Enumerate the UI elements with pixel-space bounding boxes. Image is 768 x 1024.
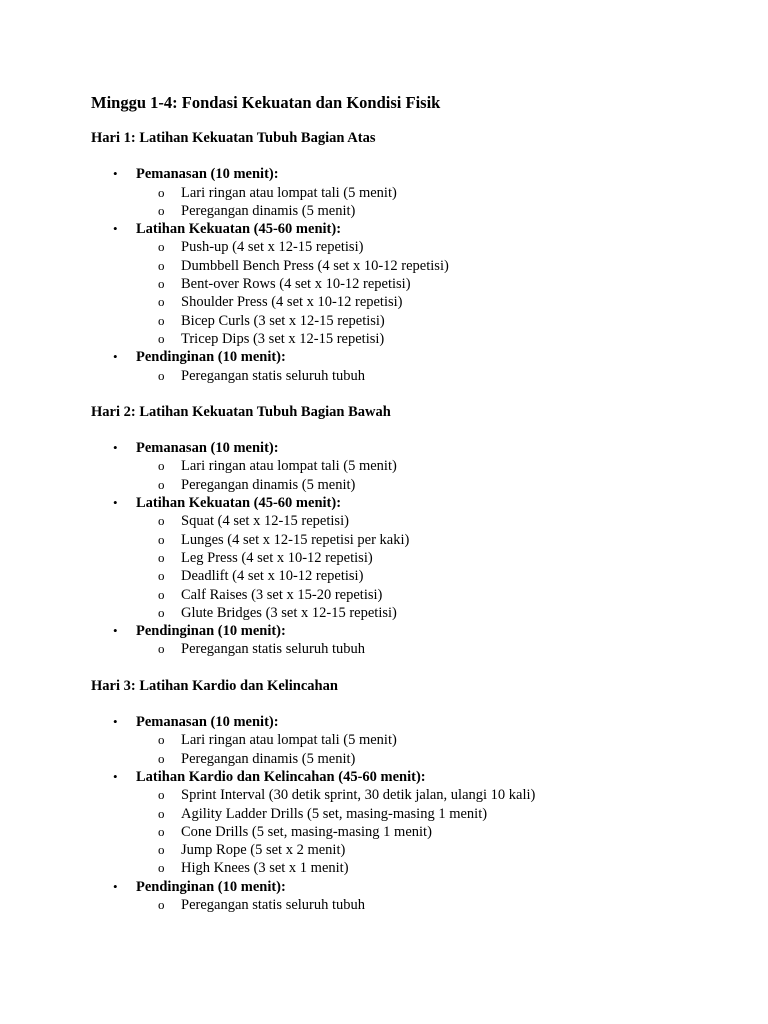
section-title: Latihan Kekuatan (45-60 menit):: [136, 495, 342, 512]
exercise-text: Calf Raises (3 set x 15-20 repetisi): [181, 586, 383, 603]
document-title: Minggu 1-4: Fondasi Kekuatan dan Kondisi Fisik: [91, 93, 441, 112]
exercise-item: [136, 549, 731, 567]
circle-bullet-icon: o: [158, 476, 165, 492]
section-title: Latihan Kekuatan (45-60 menit):: [136, 221, 342, 238]
exercise-item: [136, 293, 731, 311]
exercise-item: [136, 457, 731, 475]
exercise-item: [136, 859, 731, 877]
day-heading: Hari 1: Latihan Kekuatan Tubuh Bagian Atas: [91, 130, 376, 146]
exercise-item: [136, 896, 731, 914]
section-title: Pemanasan (10 menit):: [136, 166, 279, 183]
bullet-icon: •: [113, 714, 118, 730]
exercise-item: [136, 805, 731, 823]
section-item: [91, 439, 731, 494]
circle-bullet-icon: o: [158, 787, 165, 803]
exercise-text: Peregangan dinamis (5 menit): [181, 750, 356, 767]
exercise-list: [136, 786, 731, 877]
section-item: [91, 713, 731, 768]
exercise-item: [136, 184, 731, 202]
circle-bullet-icon: o: [158, 276, 165, 292]
section-list: [91, 439, 731, 659]
circle-bullet-icon: o: [158, 184, 165, 200]
section-item: [91, 494, 731, 622]
exercise-item: [136, 823, 731, 841]
section-item: [91, 768, 731, 878]
circle-bullet-icon: o: [158, 805, 165, 821]
exercise-item: [136, 275, 731, 293]
exercise-item: [136, 312, 731, 330]
circle-bullet-icon: o: [158, 239, 165, 255]
circle-bullet-icon: o: [158, 312, 165, 328]
circle-bullet-icon: o: [158, 531, 165, 547]
section-title: Pendinginan (10 menit):: [136, 878, 286, 895]
day-block: [91, 129, 731, 385]
circle-bullet-icon: o: [158, 367, 165, 383]
exercise-text: Squat (4 set x 12-15 repetisi): [181, 513, 349, 530]
exercise-text: Jump Rope (5 set x 2 menit): [181, 842, 346, 859]
exercise-item: [136, 750, 731, 768]
bullet-icon: •: [113, 623, 118, 639]
circle-bullet-icon: o: [158, 513, 165, 529]
day-block: [91, 403, 731, 659]
document-content: [91, 92, 731, 932]
exercise-list: [136, 731, 731, 768]
section-title: Pendinginan (10 menit):: [136, 349, 286, 366]
exercise-item: [136, 604, 731, 622]
exercise-item: [136, 330, 731, 348]
section-list: [91, 165, 731, 385]
exercise-text: Peregangan statis seluruh tubuh: [181, 641, 366, 658]
circle-bullet-icon: o: [158, 294, 165, 310]
bullet-icon: •: [113, 221, 118, 237]
exercise-text: Lari ringan atau lompat tali (5 menit): [181, 732, 397, 749]
circle-bullet-icon: o: [158, 860, 165, 876]
exercise-list: [136, 457, 731, 494]
bullet-icon: •: [113, 878, 118, 894]
exercise-list: [136, 512, 731, 622]
exercise-item: [136, 841, 731, 859]
exercise-text: Lari ringan atau lompat tali (5 menit): [181, 184, 397, 201]
circle-bullet-icon: o: [158, 568, 165, 584]
exercise-text: Peregangan statis seluruh tubuh: [181, 367, 366, 384]
exercise-text: Bicep Curls (3 set x 12-15 repetisi): [181, 312, 385, 329]
exercise-text: Lari ringan atau lompat tali (5 menit): [181, 458, 397, 475]
section-list: [91, 713, 731, 914]
exercise-text: Sprint Interval (30 detik sprint, 30 detik jalan, ulangi 10 kali): [181, 787, 536, 804]
exercise-list: [136, 896, 731, 914]
exercise-item: [136, 367, 731, 385]
section-title: Pemanasan (10 menit):: [136, 440, 279, 457]
exercise-text: Leg Press (4 set x 10-12 repetisi): [181, 549, 373, 566]
circle-bullet-icon: o: [158, 604, 165, 620]
exercise-item: [136, 512, 731, 530]
exercise-item: [136, 731, 731, 749]
exercise-text: Push-up (4 set x 12-15 repetisi): [181, 239, 364, 256]
exercise-item: [136, 531, 731, 549]
exercise-item: [136, 257, 731, 275]
section-title: Pendinginan (10 menit):: [136, 623, 286, 640]
exercise-item: [136, 586, 731, 604]
exercise-text: Shoulder Press (4 set x 10-12 repetisi): [181, 294, 403, 311]
exercise-text: Deadlift (4 set x 10-12 repetisi): [181, 568, 364, 585]
exercise-text: Bent-over Rows (4 set x 10-12 repetisi): [181, 276, 411, 293]
day-heading: Hari 2: Latihan Kekuatan Tubuh Bagian Bawah: [91, 403, 391, 420]
section-item: [91, 622, 731, 659]
bullet-icon: •: [113, 768, 118, 784]
circle-bullet-icon: o: [158, 823, 165, 839]
exercise-list: [136, 184, 731, 221]
exercise-text: Glute Bridges (3 set x 12-15 repetisi): [181, 604, 397, 621]
bullet-icon: •: [113, 349, 118, 365]
section-item: [91, 220, 731, 348]
circle-bullet-icon: o: [158, 896, 165, 912]
exercise-list: [136, 367, 731, 385]
section-item: [91, 348, 731, 385]
exercise-text: High Knees (3 set x 1 menit): [181, 860, 349, 877]
exercise-item: [136, 476, 731, 494]
circle-bullet-icon: o: [158, 549, 165, 565]
exercise-text: Peregangan dinamis (5 menit): [181, 202, 356, 219]
bullet-icon: •: [113, 166, 118, 182]
circle-bullet-icon: o: [158, 330, 165, 346]
exercise-text: Peregangan dinamis (5 menit): [181, 476, 356, 493]
bullet-icon: •: [113, 495, 118, 511]
days-container: [91, 129, 731, 914]
exercise-list: [136, 238, 731, 348]
section-title: Latihan Kardio dan Kelincahan (45-60 menit):: [136, 768, 426, 785]
exercise-text: Lunges (4 set x 12-15 repetisi per kaki): [181, 531, 410, 548]
circle-bullet-icon: o: [158, 842, 165, 858]
exercise-item: [136, 567, 731, 585]
circle-bullet-icon: o: [158, 458, 165, 474]
section-item: [91, 165, 731, 220]
exercise-text: Peregangan statis seluruh tubuh: [181, 896, 366, 913]
exercise-list: [136, 640, 731, 658]
day-heading: Hari 3: Latihan Kardio dan Kelincahan: [91, 677, 338, 694]
section-title: Pemanasan (10 menit):: [136, 714, 279, 731]
day-block: [91, 677, 731, 915]
exercise-item: [136, 640, 731, 658]
circle-bullet-icon: o: [158, 641, 165, 657]
circle-bullet-icon: o: [158, 586, 165, 602]
circle-bullet-icon: o: [158, 202, 165, 218]
exercise-text: Agility Ladder Drills (5 set, masing-masing 1 menit): [181, 805, 488, 822]
circle-bullet-icon: o: [158, 750, 165, 766]
circle-bullet-icon: o: [158, 732, 165, 748]
circle-bullet-icon: o: [158, 257, 165, 273]
bullet-icon: •: [113, 440, 118, 456]
exercise-item: [136, 202, 731, 220]
exercise-text: Dumbbell Bench Press (4 set x 10-12 repetisi): [181, 257, 449, 274]
exercise-text: Cone Drills (5 set, masing-masing 1 menit): [181, 823, 432, 840]
exercise-item: [136, 238, 731, 256]
section-item: [91, 878, 731, 915]
exercise-text: Tricep Dips (3 set x 12-15 repetisi): [181, 330, 385, 347]
exercise-item: [136, 786, 731, 804]
